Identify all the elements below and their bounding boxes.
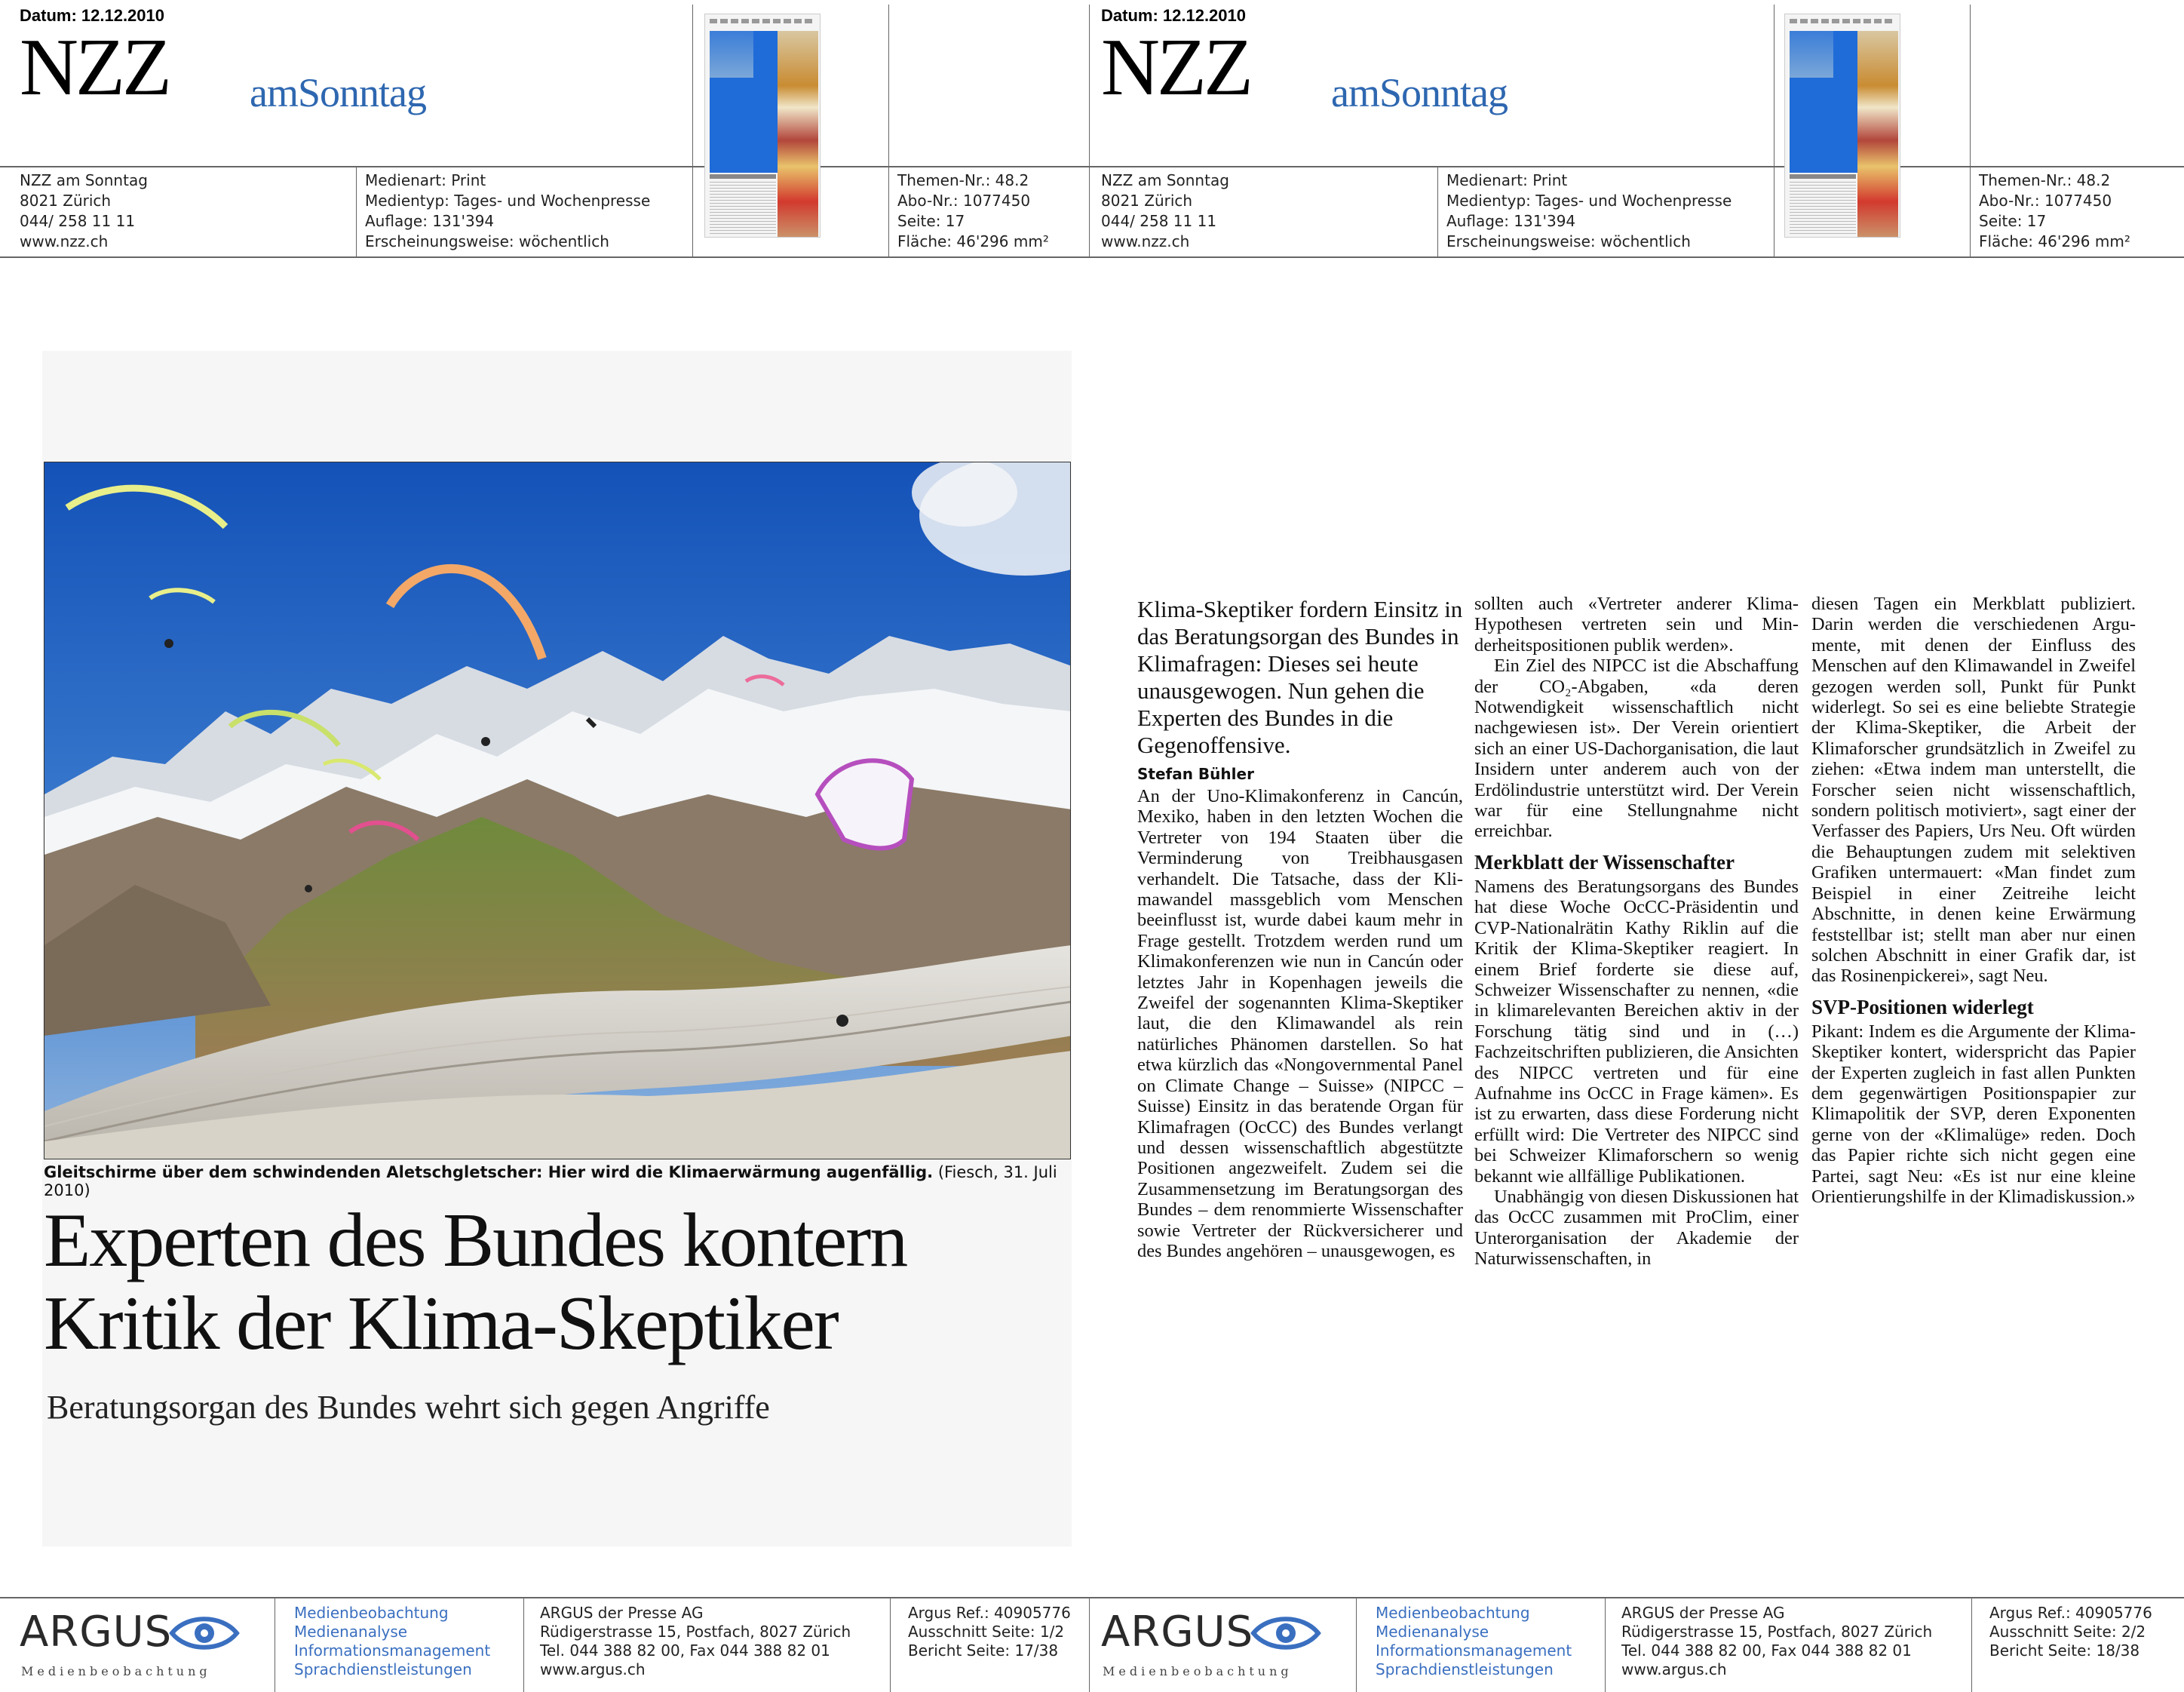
photo-caption: Gleitschirme über dem schwindenden Aletschgletscher: Hier wird die Klimaerwärmung augenfällig. (Fiesch, 31. Juli 2010) [44, 1163, 1057, 1199]
section-heading: SVP-Positionen widerlegt [1811, 995, 2034, 1018]
issue-info: Themen-Nr.: 48.2 Abo-Nr.: 1077450 Seite: 17 Fläche: 46'296 mm² [1979, 171, 2130, 250]
argus-logo: ARGUS Medienbeobachtung [20, 1607, 268, 1682]
date-label: Datum: 12.12.2010 [1101, 6, 1246, 25]
header-bottom-rule [0, 256, 2184, 258]
section-heading: Merkblatt der Wissenschafter [1474, 850, 1735, 874]
argus-reference: Argus Ref.: 40905776 Ausschnitt Seite: 1/2 Bericht Seite: 17/38 [908, 1604, 1071, 1660]
issue-info: Themen-Nr.: 48.2 Abo-Nr.: 1077450 Seite: 17 Fläche: 46'296 mm² [897, 171, 1049, 250]
argus-services: Medienbeobachtung Medienanalyse Informationsmanagement Sprachdienstleistungen [294, 1604, 491, 1678]
glacier-photo [44, 462, 1071, 1159]
date-label: Datum: 12.12.2010 [20, 6, 164, 25]
paragraph: Namens des Beratungsorgans des Bundes hat diese Woche OcCC-Präsidentin und CVP-Nationalrätin Kathy Riklin auf die Kritik der Klima-Skeptiker reagiert. In einem Brief forderte sie diese auf, Schweizer Wissenschafter zu nennen, «die in klimarelevanten Bereichen aktiv in der Forschung tätig sind und in (…) Fachzeitschriften publizieren, die Ansichten des NIPCC vertreten und für eine Aufnahme ins OcCC in Frage kämen». Es ist zu erwarten, dass diese Forderung nicht erfüllt wird: Die Vertreter des NIPCC sind bei Schweizer Klimaforschern so wenig bekannt wie allfällige Publikationen. [1474, 876, 1799, 1187]
article-lead: Klima-Skeptiker fordern Einsitz in das Beratungsorgan des Bundes in Klimafragen: Dieses sei heute unausgewogen. Nun gehen die Experten des Bundes in die Gegenoffensive. [1137, 596, 1463, 758]
nzz-logo: NZZ amSonntag [20, 23, 426, 115]
argus-logo: ARGUS Medienbeobachtung [1101, 1607, 1350, 1682]
page-thumbnail [704, 14, 821, 238]
byline: Stefan Bühler [1137, 765, 1254, 783]
nzz-logo: NZZ amSonntag [1101, 23, 1508, 115]
article-column-3 [1811, 594, 2136, 1207]
article-headline: Experten des Bundes kontern Kritik der Klima-Skeptiker [44, 1198, 907, 1366]
eye-icon [169, 1611, 240, 1655]
media-info: Medienart: Print Medientyp: Tages- und Wochenpresse Auflage: 131'394 Erscheinungsweise: wöchentlich [1446, 171, 1732, 250]
eye-icon [1250, 1611, 1321, 1655]
argus-reference: Argus Ref.: 40905776 Ausschnitt Seite: 2/2 Bericht Seite: 18/38 [1989, 1604, 2152, 1660]
article-subheadline: Beratungsorgan des Bundes wehrt sich gegen Angriffe [47, 1389, 770, 1426]
article-column-1 [1137, 596, 1463, 1261]
paragraph: sollten auch «Vertreter anderer Klima-Hypothesen vertreten sein und Minderheitspositionen publik werden». [1474, 594, 1799, 656]
article-column-2 [1474, 594, 1799, 1270]
publisher-info: NZZ am Sonntag 8021 Zürich 044/ 258 11 11 www.nzz.ch [1101, 171, 1229, 250]
paragraph: Ein Ziel des NIPCC ist die Abschaffung der CO₂-Abgaben, «da deren Notwendigkeit wissenschaftlich nicht nachgewiesen ist». Der Verein orientiert sich an einer US-Dachorganisation, die laut Insidern unter anderem auch von der Erdölindustrie unterstützt wird. Der Verein war für eine Stellungnahme nicht erreichbar. [1474, 656, 1799, 842]
page-thumbnail [1784, 14, 1900, 238]
publisher-info: NZZ am Sonntag 8021 Zürich 044/ 258 11 11 www.nzz.ch [20, 171, 148, 250]
paragraph: Unabhängig von diesen Diskussionen hat das OcCC zusammen mit ProClim, einer Unterorganisation der Akademie der Naturwissenschaften, in [1474, 1186, 1799, 1270]
argus-services: Medienbeobachtung Medienanalyse Informationsmanagement Sprachdienstleistungen [1376, 1604, 1572, 1678]
paragraph: An der Uno-Klimakonferenz in Cancún, Mexiko, haben in den letzten Wochen die Vertreter von 194 Staaten über die Verminderung von Treibhausgasen verhandelt. Die Tatsache, dass der Klimawandel massgeblich vom Menschen beeinflusst ist, wurde dabei kaum mehr in Frage gestellt. Trotzdem werden rund um Klimakonferenzen wie nun in Cancún oder letztes Jahr in Kopenhagen jeweils die Zweifel der sogenannten Klima-Skeptiker laut, die den Klimawandel als rein natürliches Phänomen darstellen. So hat etwa kürzlich das «Nongovernmental Panel on Climate Change – Suisse» (NIPCC – Suisse) Einsitz in das beratende Organ für Klimafragen (OcCC) des Bundes verlangt und dessen wissenschaftlich abgestützte Positionen angezweifelt. Zudem sei die Zusammensetzung im Beratungsorgan des Bundes – dem renommierte Wissenschafter sowie Vertreter der Rückversicherer und des Bundes angehören – unausgewogen, es [1137, 786, 1463, 1261]
paragraph: Pikant: Indem es die Argumente der Klima-Skeptiker kontert, widerspricht das Papier der Experten zugleich in fast allen Punkten dem gegenwärtigen Positionspapier zur Klimapolitik der SVP, deren Exponenten gerne von der «Klimalüge» reden. Doch das Papier richte sich nicht gegen eine Partei, sagt Neu: «Es ist nur eine kleine Orientierungshilfe in der Klimadiskussion.» [1811, 1021, 2136, 1207]
argus-address: ARGUS der Presse AG Rüdigerstrasse 15, Postfach, 8027 Zürich Tel. 044 388 82 00, Fax 044 388 82 01 www.argus.ch [540, 1604, 851, 1678]
media-info: Medienart: Print Medientyp: Tages- und Wochenpresse Auflage: 131'394 Erscheinungsweise: wöchentlich [365, 171, 651, 250]
argus-address: ARGUS der Presse AG Rüdigerstrasse 15, Postfach, 8027 Zürich Tel. 044 388 82 00, Fax 044 388 82 01 www.argus.ch [1621, 1604, 1933, 1678]
footer-rule [0, 1597, 2184, 1598]
paragraph: diesen Tagen ein Merkblatt publiziert. Darin werden die verschiedenen Argumente, mit denen der Einfluss des Menschen auf den Klimawandel in Zweifel gezogen werden soll, Punkt für Punkt widerlegt. So sei es eine beliebte Strategie der Klima-Skeptiker, die Arbeit der Klimaforscher grundsätzlich in Zweifel zu ziehen: «Etwa indem man unterstellt, die Forscher seien nicht wissenschaftlich, sondern politisch motiviert», sagt einer der Verfasser des Papiers, Urs Neu. Oft würden die Behauptungen zudem mit selektiven Grafiken untermauert: «Man findet zum Beispiel in einer Zeitreihe leicht Abschnitte, in denen keine Erwärmung feststellbar ist; stellt man aber nur einen solchen Abschnitt in einer Grafik dar, ist das Rosinenpickerei», sagt Neu. [1811, 594, 2136, 987]
